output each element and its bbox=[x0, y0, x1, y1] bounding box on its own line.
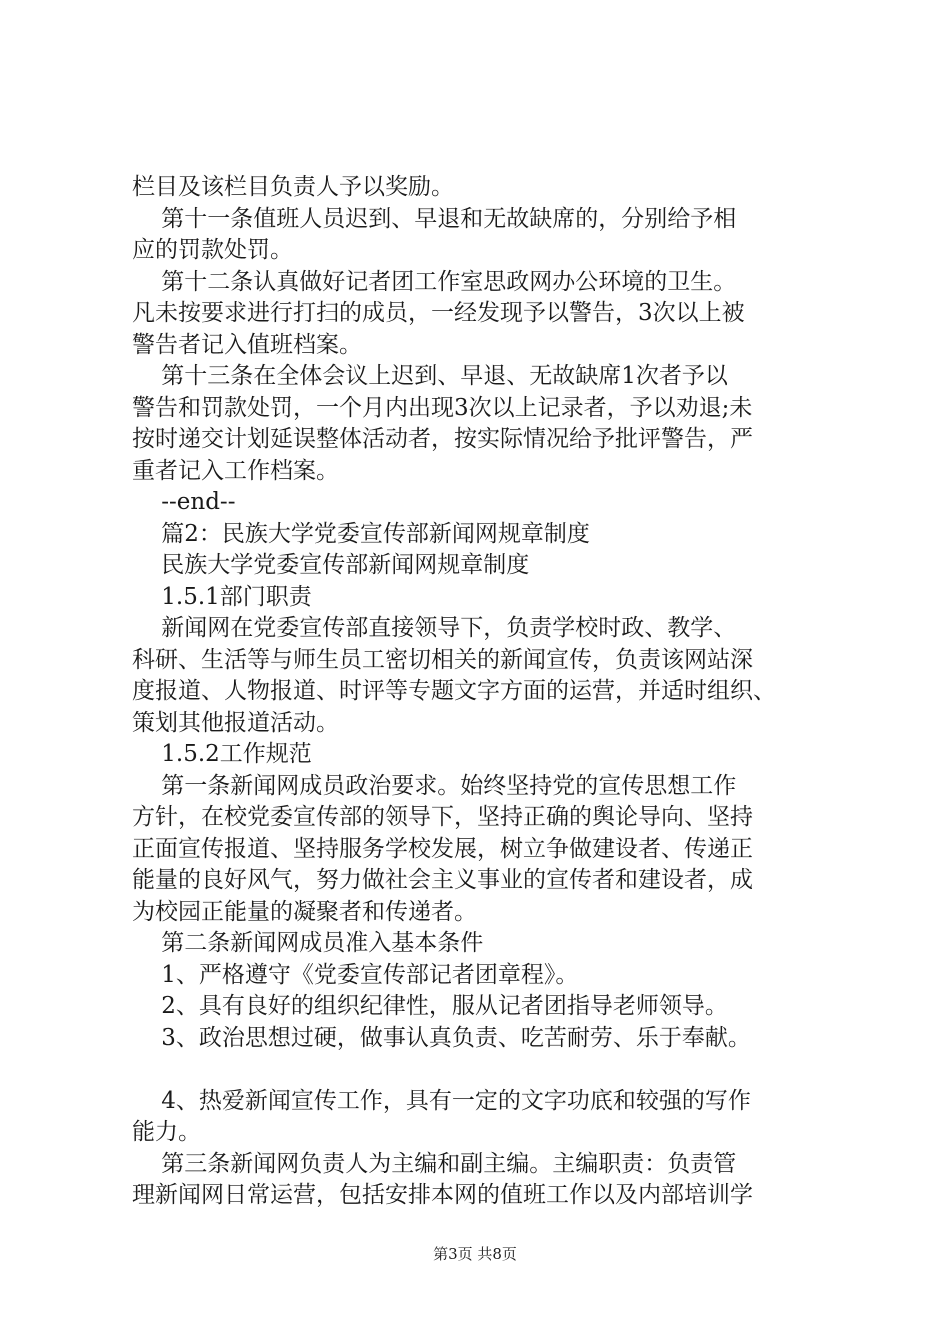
text-line: 能量的良好风气，努力做社会主义事业的宣传者和建设者，成 bbox=[132, 867, 753, 893]
text-line: 第一条新闻网成员政治要求。始终坚持党的宣传思想工作 bbox=[132, 772, 737, 799]
text-line: 第十二条认真做好记者团工作室思政网办公环境的卫生。 bbox=[132, 268, 737, 295]
text-line: 栏目及该栏目负责人予以奖励。 bbox=[132, 174, 454, 200]
text-line: 第三条新闻网负责人为主编和副主编。主编职责：负责管 bbox=[132, 1150, 737, 1177]
text-line: 度报道、人物报道、时评等专题文字方面的运营，并适时组织、 bbox=[132, 678, 776, 704]
text-line: 科研、生活等与师生员工密切相关的新闻宣传，负责该网站深 bbox=[132, 646, 753, 673]
text-line: 能力。 bbox=[132, 1119, 201, 1145]
text-line: 策划其他报道活动。 bbox=[132, 709, 339, 736]
list-item: 2、具有良好的组织纪律性，服从记者团指导老师领导。 bbox=[132, 993, 728, 1019]
text-line: 重者记入工作档案。 bbox=[132, 457, 339, 484]
text-line: 方针，在校党委宣传部的领导下，坚持正确的舆论导向、坚持 bbox=[132, 804, 753, 830]
subsection-heading: 1.5.2工作规范 bbox=[132, 741, 312, 767]
text-line: 应的罚款处罚。 bbox=[132, 237, 293, 263]
page-number-footer: 第3页 共8页 bbox=[433, 1245, 517, 1263]
document-body bbox=[132, 172, 847, 1212]
text-line: 警告者记入值班档案。 bbox=[132, 331, 362, 358]
document-title: 民族大学党委宣传部新闻网规章制度 bbox=[132, 552, 530, 578]
blank-line bbox=[132, 1054, 847, 1086]
text-line: 凡未按要求进行打扫的成员，一经发现予以警告，3次以上被 bbox=[132, 300, 745, 326]
text-line: 正面宣传报道、坚持服务学校发展，树立争做建设者、传递正 bbox=[132, 835, 753, 862]
subsection-heading: 1.5.1部门职责 bbox=[132, 583, 312, 610]
text-line: 第十一条值班人员迟到、早退和无故缺席的，分别给予相 bbox=[132, 205, 737, 232]
text-line: 为校园正能量的凝聚者和传递者。 bbox=[132, 898, 477, 925]
text-line: 理新闻网日常运营，包括安排本网的值班工作以及内部培训学 bbox=[132, 1182, 753, 1208]
list-item: 4、热爱新闻宣传工作，具有一定的文字功底和较强的写作 bbox=[132, 1087, 751, 1114]
text-line: 第二条新闻网成员准入基本条件 bbox=[132, 930, 484, 956]
end-marker: --end-- bbox=[132, 489, 236, 515]
text-line: 按时递交计划延误整体活动者，按实际情况给予批评警告，严 bbox=[132, 426, 753, 452]
text-line: 第十三条在全体会议上迟到、早退、无故缺席1次者予以 bbox=[132, 363, 728, 389]
list-item: 3、政治思想过硬，做事认真负责、吃苦耐劳、乐于奉献。 bbox=[132, 1024, 751, 1051]
text-line: 新闻网在党委宣传部直接领导下，负责学校时政、教学、 bbox=[132, 615, 737, 641]
text-line: 警告和罚款处罚，一个月内出现3次以上记录者，予以劝退;未 bbox=[132, 394, 753, 421]
section-heading: 篇2：民族大学党委宣传部新闻网规章制度 bbox=[132, 520, 590, 547]
list-item: 1、严格遵守《党委宣传部记者团章程》。 bbox=[132, 961, 579, 988]
